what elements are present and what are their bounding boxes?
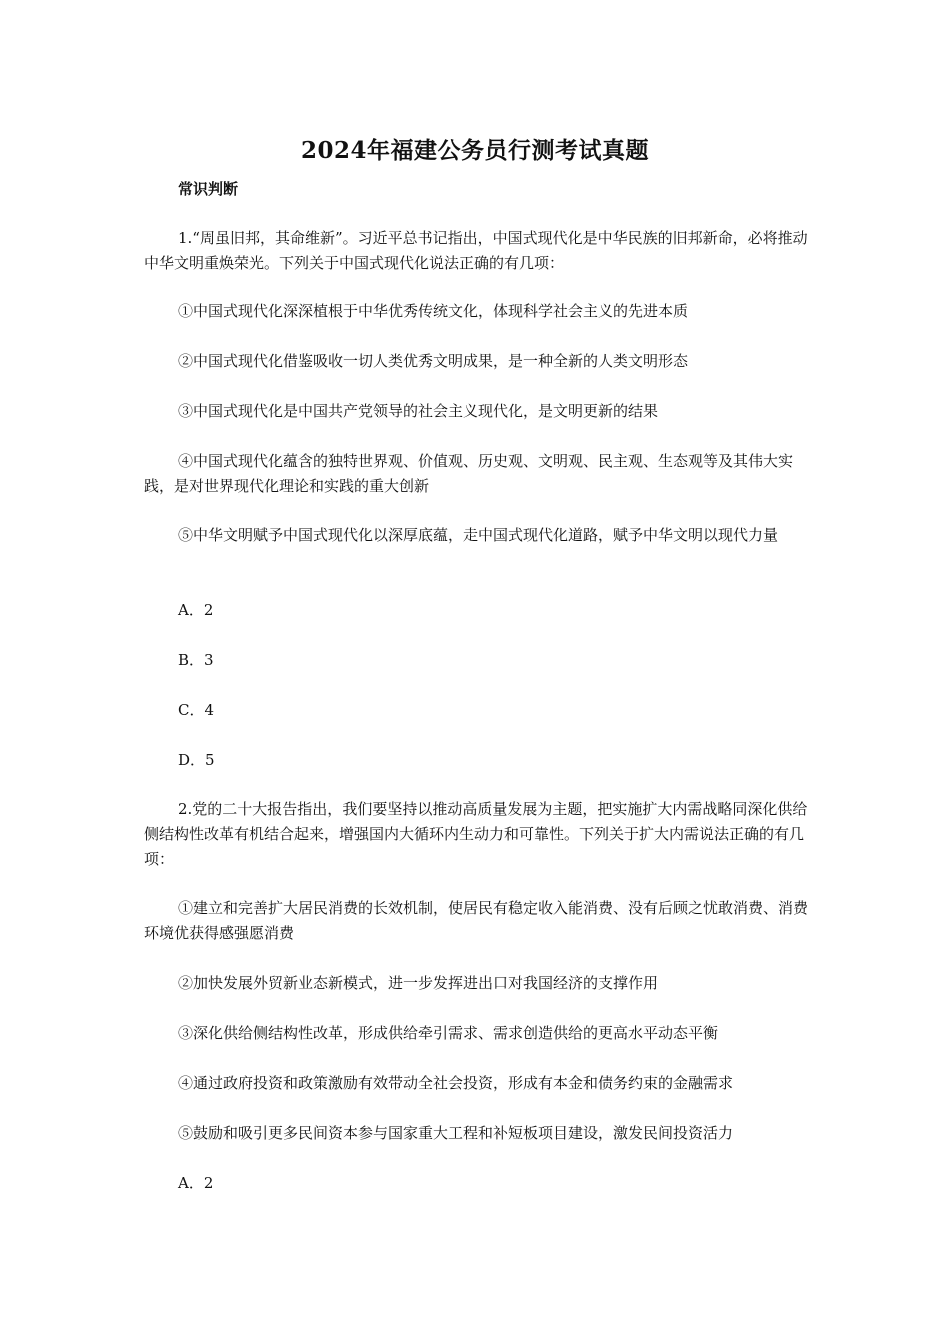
page-title: 2024年福建公务员行测考试真题 (300, 137, 649, 164)
question-1-statement-5: ⑤中华文明赋予中国式现代化以深厚底蕴，走中国式现代化道路，赋予中华文明以现代力量 (178, 526, 779, 544)
question-1-option-c: C．4 (178, 701, 215, 719)
section-heading: 常识判断 (178, 180, 239, 198)
question-2-statement-1: ①建立和完善扩大居民消费的长效机制，使居民有稳定收入能消费、没有后顾之忧敢消费、消费环境优获得感强愿消费 (144, 899, 809, 942)
question-1-statement-3: ③中国式现代化是中国共产党领导的社会主义现代化，是文明更新的结果 (178, 402, 659, 420)
question-1-option-d: D．5 (178, 751, 215, 769)
question-2-statement-2: ②加快发展外贸新业态新模式，进一步发挥进出口对我国经济的支撑作用 (178, 974, 659, 992)
question-2-statement-5: ⑤鼓励和吸引更多民间资本参与国家重大工程和补短板项目建设，激发民间投资活力 (178, 1124, 734, 1142)
question-1-stem: 1.“周虽旧邦，其命维新”。习近平总书记指出，中国式现代化是中华民族的旧邦新命，必将推动中华文明重焕荣光。下列关于中国式现代化说法正确的有几项： (144, 229, 808, 272)
question-2-stem: 2.党的二十大报告指出，我们要坚持以推动高质量发展为主题，把实施扩大内需战略同深化供给侧结构性改革有机结合起来，增强国内大循环内生动力和可靠性。下列关于扩大内需说法正确的有几项： (144, 800, 808, 868)
question-2-option-a: A．2 (178, 1174, 214, 1192)
question-2-statement-3: ③深化供给侧结构性改革，形成供给牵引需求、需求创造供给的更高水平动态平衡 (178, 1024, 719, 1042)
question-2-statement-4: ④通过政府投资和政策激励有效带动全社会投资，形成有本金和债务约束的金融需求 (178, 1074, 734, 1092)
question-1-statement-2: ②中国式现代化借鉴吸收一切人类优秀文明成果，是一种全新的人类文明形态 (178, 352, 689, 370)
question-1-statement-4: ④中国式现代化蕴含的独特世界观、价值观、历史观、文明观、民主观、生态观等及其伟大实践，是对世界现代化理论和实践的重大创新 (144, 452, 794, 495)
question-1-option-b: B．3 (178, 651, 214, 669)
question-1-statement-1: ①中国式现代化深深植根于中华优秀传统文化，体现科学社会主义的先进本质 (178, 302, 689, 320)
question-1-option-a: A．2 (178, 601, 214, 619)
